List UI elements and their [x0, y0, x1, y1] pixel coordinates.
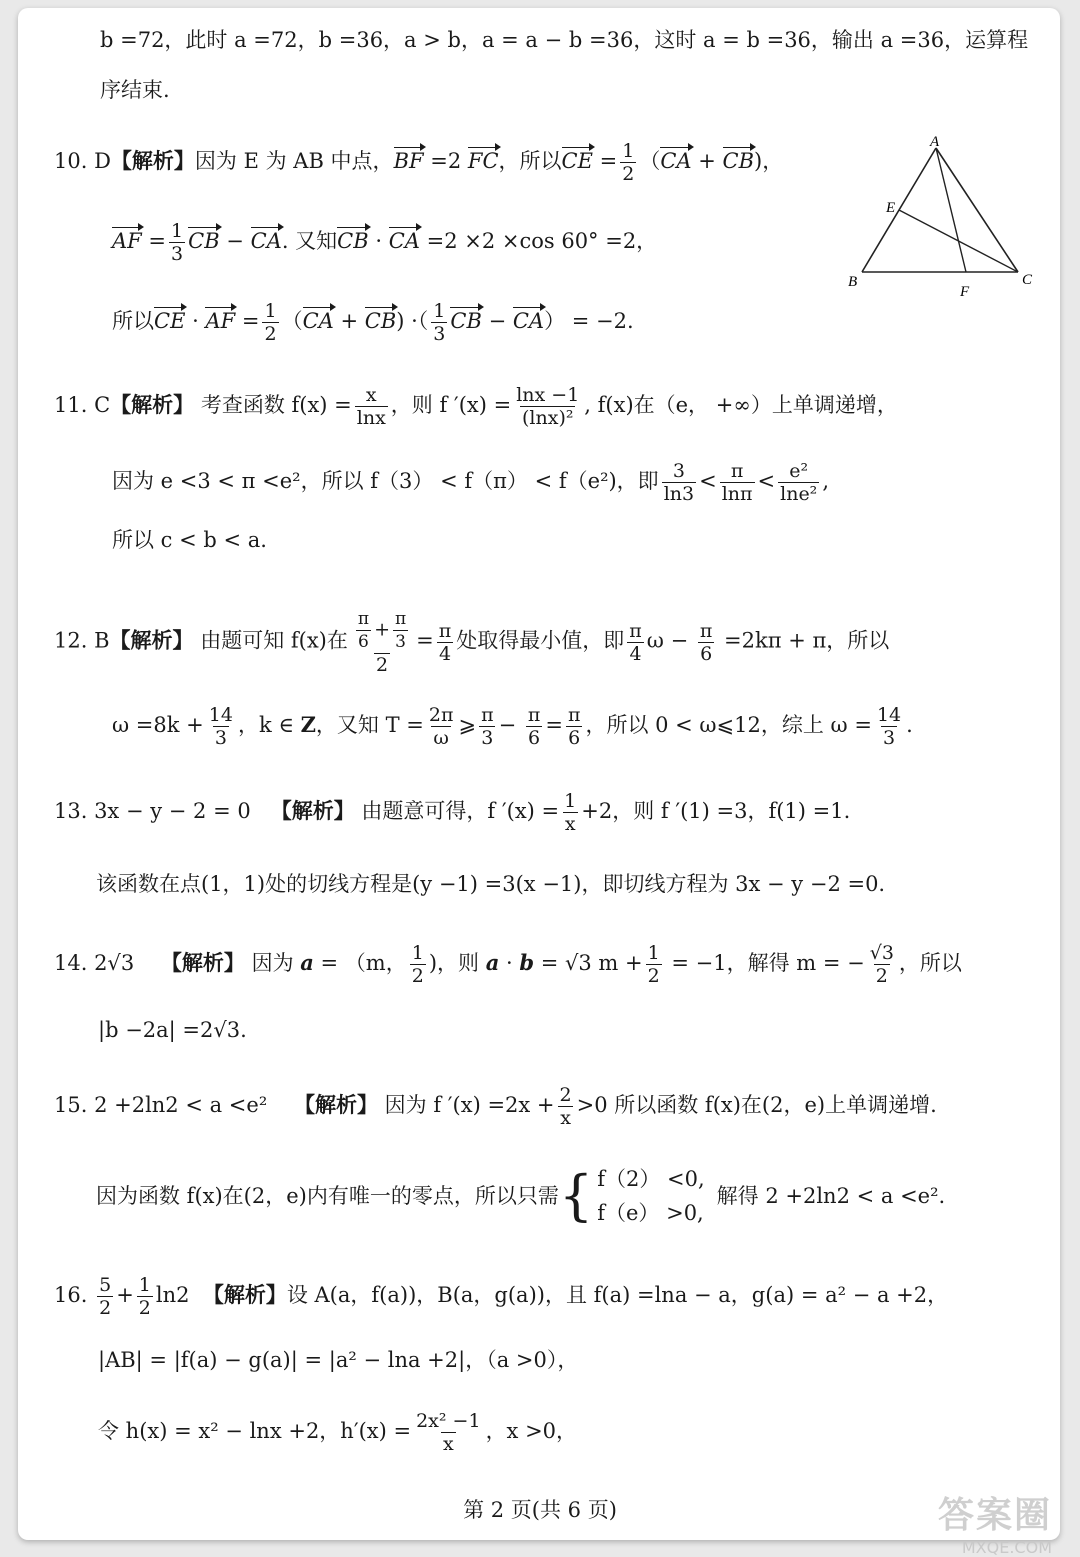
vector-CE: CE — [561, 149, 593, 173]
question-10-line3: 所以CE · AF = $\frac{1}{2}$ （CA + CB) ·（ $\frac{1}{3}$ CB − CA） = −2. — [112, 300, 634, 345]
question-12: 12. B【解析】 由题可知 f(x)在 $\frac{\pi}{6}$ + $\frac{\pi}{3}$ 2 = $\frac{\pi}{4}$ 处取得最小值，即 $\frac{\pi}{4}$ ω − $\frac{\pi}{6}$ =2kπ + π，所以 — [54, 609, 890, 676]
watermark-logo: 答案圈 MXQE.COM — [937, 1495, 1052, 1557]
text-line: 序结束. — [100, 78, 170, 102]
inequality-system: f（2） <0, f（e） >0, — [597, 1167, 705, 1225]
question-number: 12. B — [54, 628, 110, 653]
vector-BF: BF — [393, 149, 424, 173]
analysis-label: 【解析】 — [110, 149, 195, 173]
question-14: 14. 2√3 【解析】 因为 a = （m， $\frac{1}{2}$ )，则 a · b = √3 m + $\frac{1}{2}$ = −1，解得 m = − $\frac{√3}{2}$ ，所以 — [54, 942, 962, 987]
page-footer: 第 2 页(共 6 页) — [463, 1498, 617, 1522]
side-AC — [936, 148, 1018, 272]
vector-FC: FC — [467, 149, 499, 173]
question-number: 13. 3x − y − 2 = 0 — [54, 799, 251, 823]
question-16: 16. $\frac{5}{2}$ + $\frac{1}{2}$ ln2 【解析】设 A(a，f(a))，B(a，g(a))，且 f(a) =lna − a，g(a) = a² − a +2， — [54, 1274, 949, 1319]
segment-AF — [936, 148, 966, 272]
question-11-line2: 因为 e <3 < π <e²，所以 f（3） < f（π） < f（e²)，即 $\frac{3}{\ln 3}$ < $\frac{\pi}{\ln\pi}$ < $\frac{\text{e²}}{\text{lne²}}$ , — [112, 460, 829, 505]
question-13-line2: 该函数在点(1，1)处的切线方程是(y −1) =3(x −1)，即切线方程为 3x − y −2 =0. — [96, 872, 886, 896]
text-line: b =72，此时 a =72，b =36，a > b，a = a − b =36，这时 a = b =36，输出 a =36，运算程 — [100, 28, 1029, 52]
label-E: E — [886, 200, 896, 216]
brace: { — [558, 1164, 594, 1227]
question-number: 14. 2√3 — [54, 951, 135, 975]
question-10: 10. D【解析】因为 E 为 AB 中点，BF =2 FC，所以CE = $\frac{1}{2}$ （CA + CB)， — [54, 140, 784, 185]
question-16-line3: 令 h(x) = x² − lnx +2，h′(x) = $\frac{\text{2x² −1}}{x}$ ，x >0， — [98, 1410, 578, 1455]
question-number: 15. 2 +2ln2 < a <e² — [54, 1093, 268, 1117]
question-number: 16. — [54, 1283, 88, 1307]
label-A: A — [930, 134, 940, 150]
question-number: 11. C — [54, 393, 111, 417]
question-15: 15. 2 +2ln2 < a <e² 【解析】 因为 f ′(x) =2x + $\frac{2}{x}$ >0 所以函数 f(x)在(2，e)上单调递增. — [54, 1084, 937, 1129]
text-line: 因为 E 为 AB 中点， — [194, 149, 394, 173]
question-15-line2: 因为函数 f(x)在(2，e)内有唯一的零点，所以只需{ f（2） <0, f（e） >0, 解得 2 +2ln2 < a <e². — [96, 1162, 945, 1230]
answer-page — [18, 8, 1060, 1540]
question-11-line3: 所以 c < b < a. — [112, 528, 267, 552]
question-14-line2: |b −2a| =2√3. — [98, 1018, 247, 1042]
label-F: F — [960, 284, 970, 300]
label-C: C — [1022, 272, 1033, 288]
fraction: $\frac{1}{2}$ — [622, 140, 635, 185]
question-number: 10. D — [54, 149, 111, 173]
question-11: 11. C【解析】 考查函数 f(x) = $\frac{x}{\ln x}$ ，则 f ′(x) = $\frac{\ln x -1}{\text{(lnx)²}}$ , f(x)在（e， +∞）上单调递增， — [54, 384, 898, 429]
label-B: B — [848, 274, 858, 290]
text-line: 所以 — [519, 149, 562, 173]
triangle-figure — [840, 132, 1040, 302]
question-16-line2: |AB| = |f(a) − g(a)| = |a² − lna +2|，（a >0）， — [98, 1348, 579, 1372]
question-10-line2: AF = $\frac{1}{3}$ CB − CA. 又知CB · CA =2 ×2 ×cos 60° =2， — [112, 220, 658, 265]
question-12-line2: ω =8k + $\frac{14}{3}$ ，k ∈ Z，又知 T = $\frac{2\pi}{\omega}$ ⩾ $\frac{\pi}{3}$ − $\frac{\pi}{6}$ = $\frac{\pi}{6}$ ，所以 0 < ω⩽12，综上 ω = $\frac{14}{3}$ . — [112, 704, 913, 749]
question-13: 13. 3x − y − 2 = 0 【解析】 由题意可得，f ′(x) = $\frac{1}{x}$ +2，则 f ′(1) =3，f(1) =1. — [54, 790, 851, 835]
